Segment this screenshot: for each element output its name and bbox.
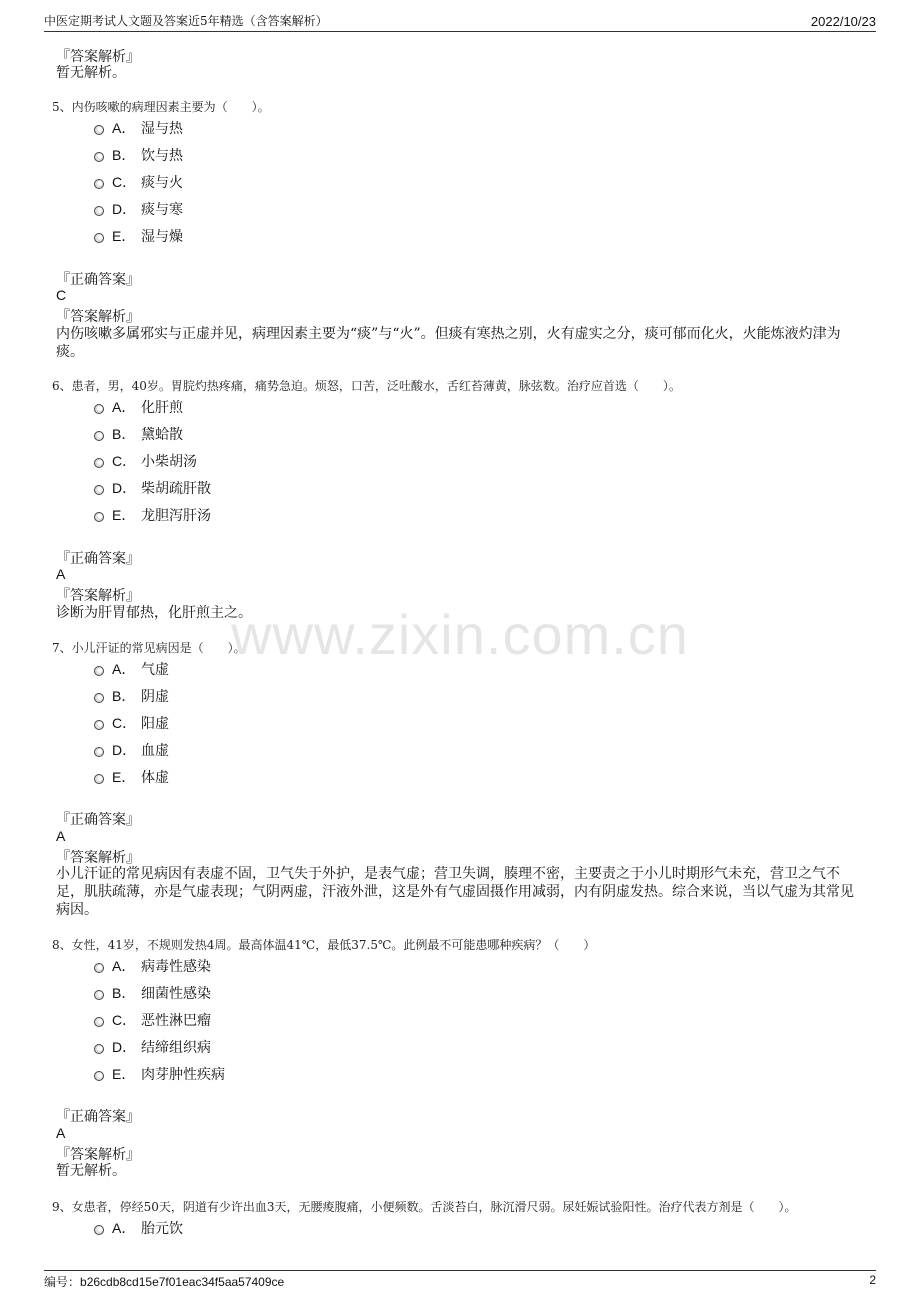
option-d[interactable] <box>94 740 169 760</box>
option-text: 龙胆泻肝汤 <box>141 508 211 524</box>
page-footer <box>44 1270 876 1290</box>
radio-icon[interactable] <box>94 1044 104 1054</box>
analysis-text: 小儿汗证的常见病因有表虚不固，卫气失于外护，是表气虚；营卫失调，腠理不密，主要责之于小儿时期形气未充，营卫之气不足，肌肤疏薄，亦是气虚表现；气阴两虚，汗液外泄，这是外有气虚固摄作用减弱，内有阴虚发热。综合来说，当以气虚为其常见病因。 <box>56 866 854 918</box>
option-text: 化肝煎 <box>141 400 183 416</box>
radio-icon[interactable] <box>94 666 104 676</box>
option-letter: A． <box>112 661 136 677</box>
option-b[interactable] <box>94 983 211 1003</box>
analysis-text: 诊断为肝胃郁热，化肝煎主之。 <box>56 605 252 621</box>
analysis-label: 『答案解析』 <box>56 588 140 604</box>
answer-label: 『正确答案』 <box>56 272 140 288</box>
option-a[interactable] <box>94 956 211 976</box>
answer-value: A <box>56 566 66 582</box>
question-stem: 5、内伤咳嗽的病理因素主要为（ ）。 <box>52 100 270 114</box>
radio-icon[interactable] <box>94 512 104 522</box>
option-letter: E． <box>112 507 136 523</box>
option-text: 湿与热 <box>141 121 183 137</box>
option-text: 痰与寒 <box>141 202 183 218</box>
option-d[interactable] <box>94 1037 211 1057</box>
option-letter: B． <box>112 688 136 704</box>
option-text: 胎元饮 <box>141 1221 183 1237</box>
radio-icon[interactable] <box>94 747 104 757</box>
option-text: 血虚 <box>141 743 169 759</box>
analysis-label: 『答案解析』 <box>56 1147 140 1163</box>
option-d[interactable] <box>94 199 183 219</box>
option-text: 饮与热 <box>141 148 183 164</box>
option-c[interactable] <box>94 451 197 471</box>
option-letter: C． <box>112 715 137 731</box>
answer-label: 『正确答案』 <box>56 551 140 567</box>
option-letter: A． <box>112 399 136 415</box>
option-letter: C． <box>112 453 137 469</box>
radio-icon[interactable] <box>94 1071 104 1081</box>
page-header <box>44 12 876 32</box>
option-letter: B． <box>112 426 136 442</box>
option-letter: D． <box>112 201 137 217</box>
option-b[interactable] <box>94 686 169 706</box>
option-text: 柴胡疏肝散 <box>141 481 211 497</box>
radio-icon[interactable] <box>94 1225 104 1235</box>
option-text: 黛蛤散 <box>141 427 183 443</box>
option-e[interactable] <box>94 505 211 525</box>
option-c[interactable] <box>94 713 169 733</box>
radio-icon[interactable] <box>94 206 104 216</box>
option-e[interactable] <box>94 226 183 246</box>
radio-icon[interactable] <box>94 963 104 973</box>
option-letter: C． <box>112 1012 137 1028</box>
answer-label: 『正确答案』 <box>56 812 140 828</box>
option-text: 阴虚 <box>141 689 169 705</box>
analysis-text: 内伤咳嗽多属邪实与正虚并见，病理因素主要为“痰”与“火”。但痰有寒热之别，火有虚实之分，痰可郁而化火，火能炼液灼津为痰。 <box>56 326 841 360</box>
answer-value: A <box>56 828 66 844</box>
option-text: 肉芽肿性疾病 <box>141 1067 225 1083</box>
option-letter: B． <box>112 985 136 1001</box>
option-a[interactable] <box>94 659 169 679</box>
document-id-value: b26cdb8cd15e7f01eac34f5aa57409ce <box>80 1275 285 1289</box>
option-a[interactable] <box>94 1218 183 1238</box>
analysis-text: 暂无解析。 <box>56 1163 126 1179</box>
option-letter: A． <box>112 1220 136 1236</box>
option-text: 湿与燥 <box>141 229 183 245</box>
analysis-label: 『答案解析』 <box>56 49 140 65</box>
option-c[interactable] <box>94 172 183 192</box>
option-text: 病毒性感染 <box>141 959 211 975</box>
document-id <box>44 1273 284 1290</box>
option-letter: E． <box>112 769 136 785</box>
option-letter: E． <box>112 1066 136 1082</box>
option-c[interactable] <box>94 1010 211 1030</box>
question-stem: 9、女患者，停经50天，阴道有少许出血3天，无腰痠腹痛，小便频数。舌淡苔白，脉沉滑尺弱。尿妊娠试验阳性。治疗代表方剂是（ ）。 <box>52 1200 797 1214</box>
radio-icon[interactable] <box>94 125 104 135</box>
analysis-label: 『答案解析』 <box>56 309 140 325</box>
answer-value: C <box>56 287 67 303</box>
option-letter: D． <box>112 480 137 496</box>
radio-icon[interactable] <box>94 485 104 495</box>
option-text: 阳虚 <box>141 716 169 732</box>
radio-icon[interactable] <box>94 152 104 162</box>
option-text: 体虚 <box>141 770 169 786</box>
option-text: 小柴胡汤 <box>141 454 197 470</box>
option-letter: D． <box>112 1039 137 1055</box>
option-text: 细菌性感染 <box>141 986 211 1002</box>
option-a[interactable] <box>94 118 183 138</box>
option-letter: A． <box>112 958 136 974</box>
document-title: 中医定期考试人文题及答案近5年精选（含答案解析） <box>44 14 328 28</box>
option-letter: A． <box>112 120 136 136</box>
question-stem: 8、女性，41岁，不规则发热4周。最高体温41℃，最低37.5℃。此例最不可能患哪种疾病？（ ） <box>52 938 596 952</box>
document-id-label: 编号： <box>44 1275 81 1289</box>
analysis-text: 暂无解析。 <box>56 65 126 81</box>
radio-icon[interactable] <box>94 720 104 730</box>
analysis-label: 『答案解析』 <box>56 850 140 866</box>
radio-icon[interactable] <box>94 990 104 1000</box>
option-a[interactable] <box>94 397 183 417</box>
option-b[interactable] <box>94 424 183 444</box>
radio-icon[interactable] <box>94 404 104 414</box>
answer-label: 『正确答案』 <box>56 1109 140 1125</box>
option-letter: D． <box>112 742 137 758</box>
option-letter: C． <box>112 174 137 190</box>
option-letter: B． <box>112 147 136 163</box>
radio-icon[interactable] <box>94 179 104 189</box>
option-text: 结缔组织病 <box>141 1040 211 1056</box>
radio-icon[interactable] <box>94 233 104 243</box>
option-letter: E． <box>112 228 136 244</box>
option-b[interactable] <box>94 145 183 165</box>
radio-icon[interactable] <box>94 693 104 703</box>
option-text: 气虚 <box>141 662 169 678</box>
option-text: 痰与火 <box>141 175 183 191</box>
radio-icon[interactable] <box>94 431 104 441</box>
option-e[interactable] <box>94 1064 225 1084</box>
answer-value: A <box>56 1125 66 1141</box>
radio-icon[interactable] <box>94 458 104 468</box>
question-stem: 6、患者，男，40岁。胃脘灼热疼痛，痛势急迫。烦怒，口苦，泛吐酸水，舌红苔薄黄，脉弦数。治疗应首选（ ）。 <box>52 379 681 393</box>
watermark: www.zixin.com.cn <box>231 603 689 666</box>
page-number: 2 <box>869 1273 876 1287</box>
header-date: 2022/10/23 <box>810 14 876 29</box>
option-d[interactable] <box>94 478 211 498</box>
option-text: 恶性淋巴瘤 <box>141 1013 211 1029</box>
radio-icon[interactable] <box>94 774 104 784</box>
radio-icon[interactable] <box>94 1017 104 1027</box>
question-stem: 7、小儿汗证的常见病因是（ ）。 <box>52 641 246 655</box>
option-e[interactable] <box>94 767 169 787</box>
